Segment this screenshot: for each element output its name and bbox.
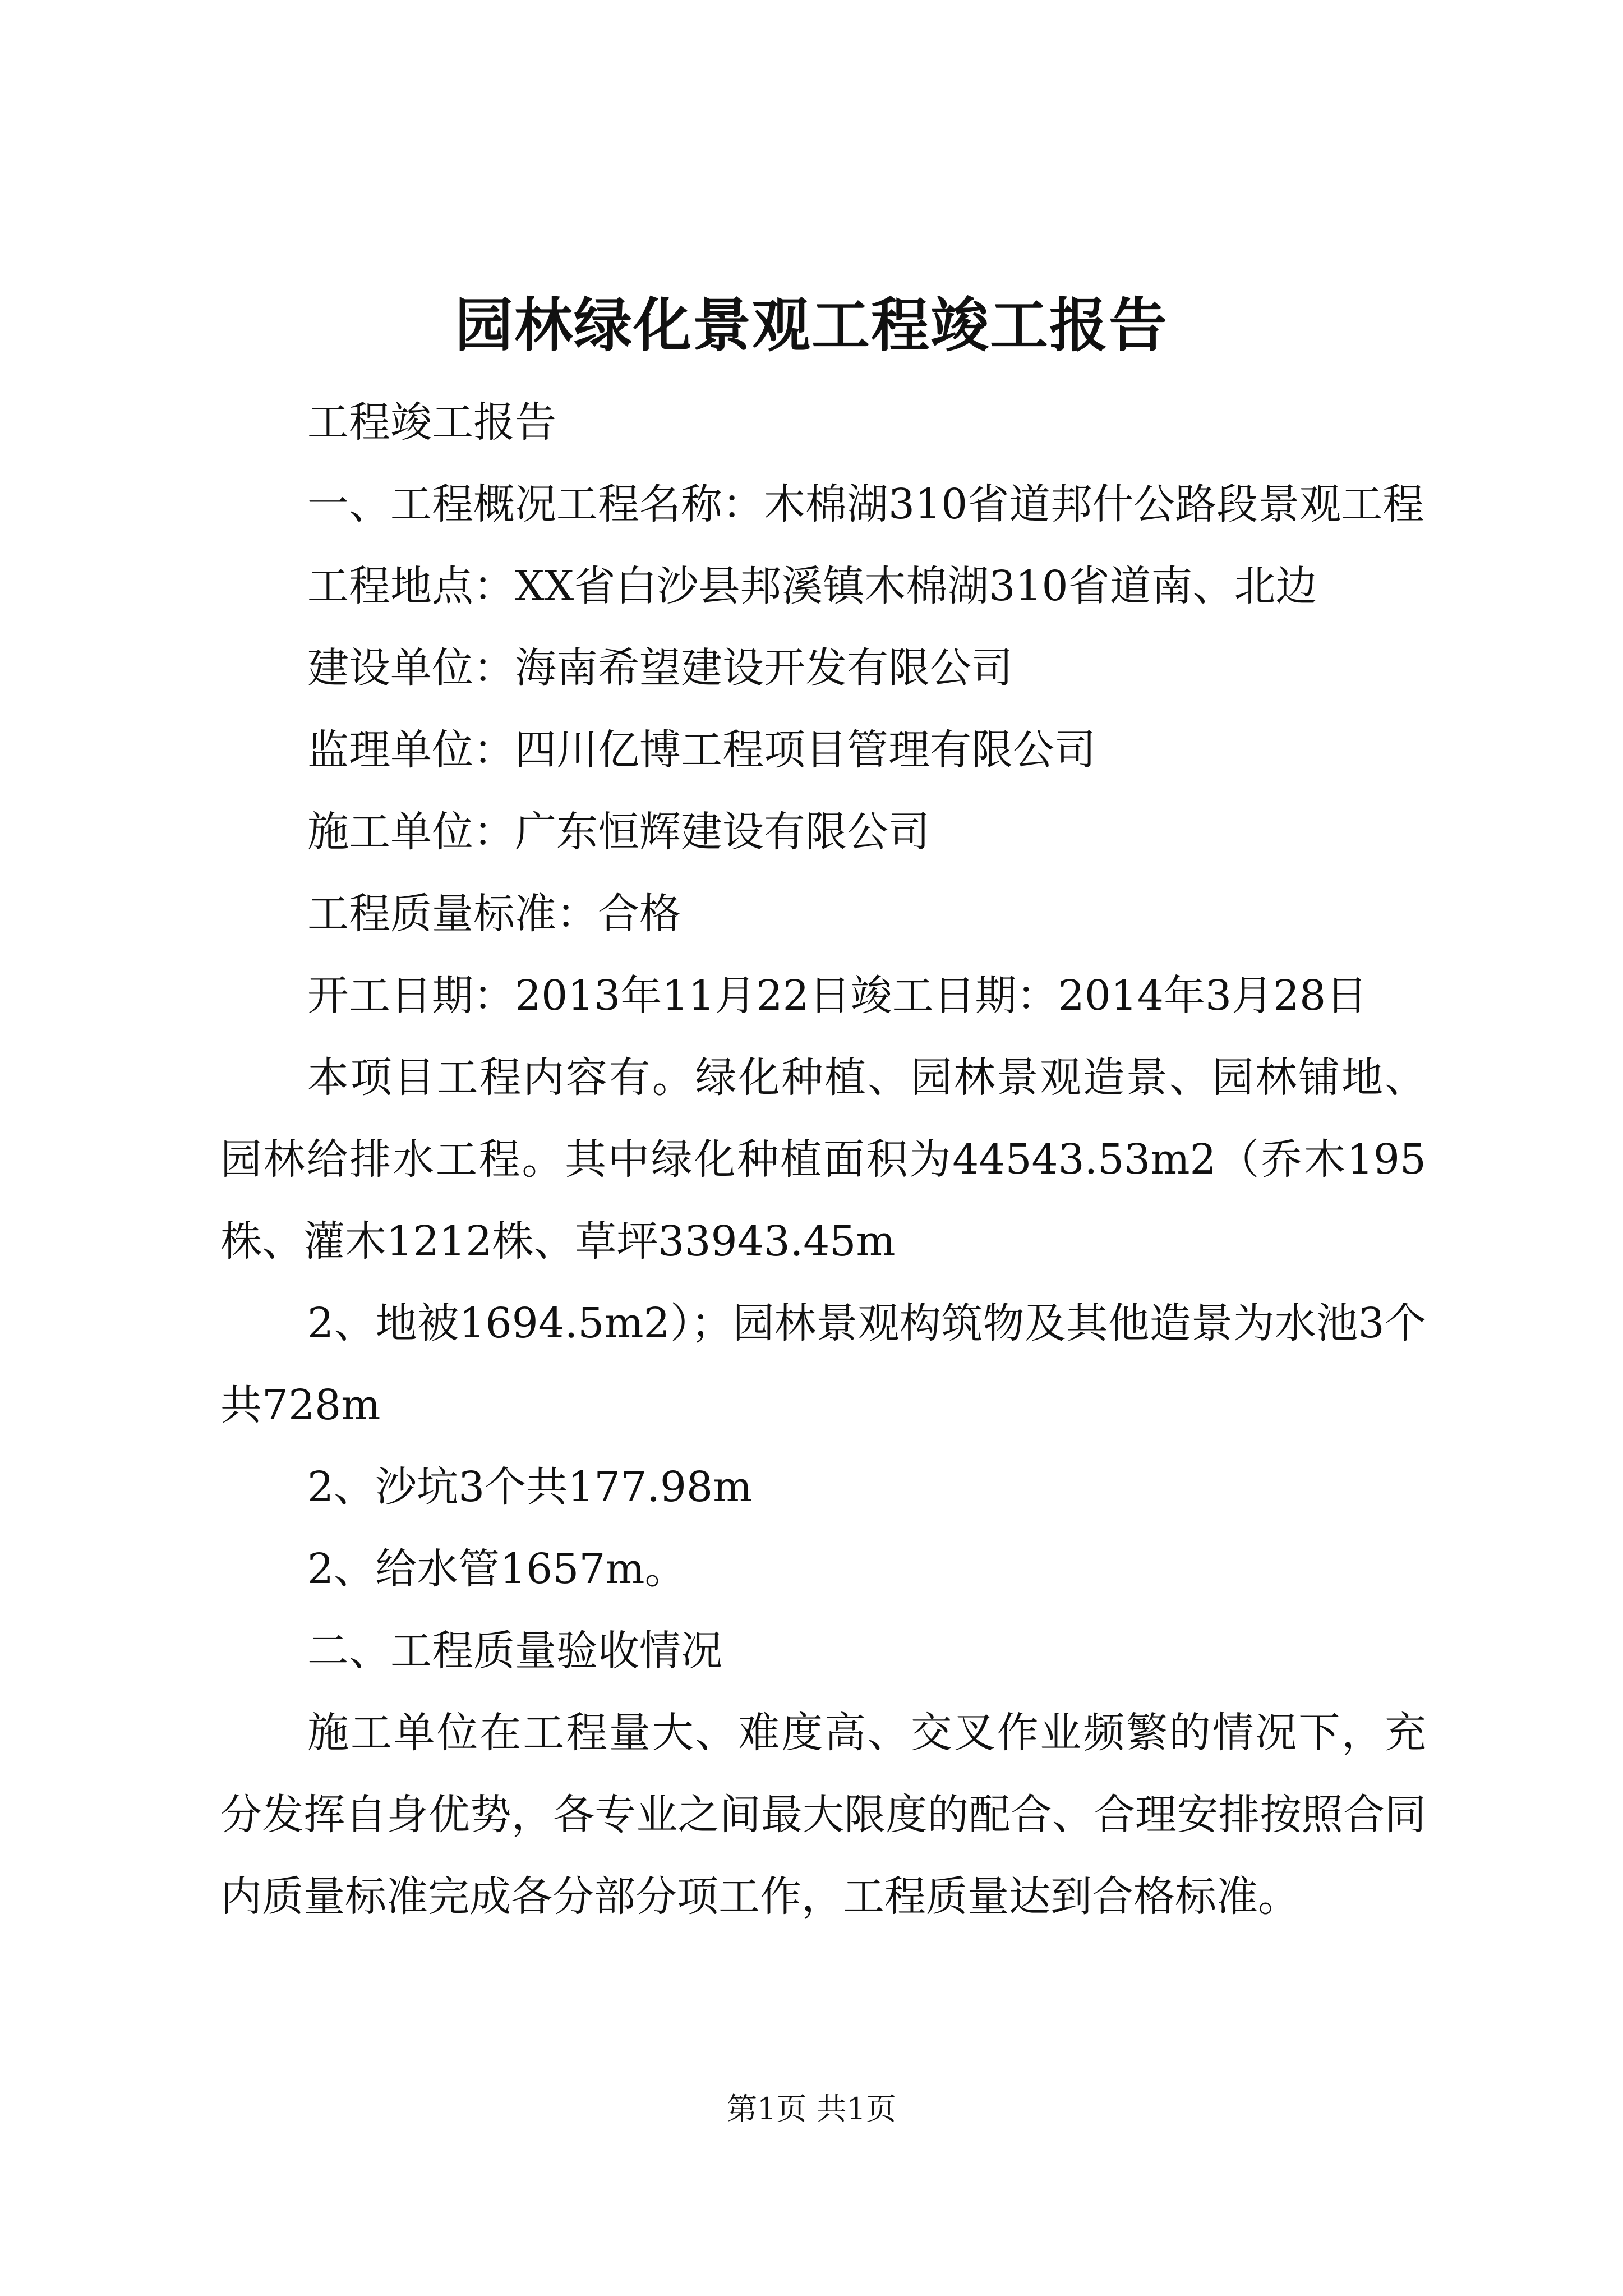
document-title: 园林绿化景观工程竣工报告 [454, 291, 1168, 360]
paragraph-quality-summary: 施工单位在工程量大、难度高、交叉作业频繁的情况下，充分发挥自身优势，各专业之间最大限度的配合、合理安排按照合同内质量标准完成各分部分项工作，工程质量达到合格标准。 [220, 1709, 1426, 1921]
page-number: 第1页 共1页 [727, 2091, 896, 2127]
paragraph-project-location: 工程地点：XX省白沙县邦溪镇木棉湖310省道南、北边 [307, 562, 1317, 610]
paragraph-project-name: 一、工程概况工程名称：木棉湖310省道邦什公路段景观工程 [307, 480, 1424, 528]
paragraph-supervision-unit: 监理单位：四川亿博工程项目管理有限公司 [307, 726, 1096, 774]
paragraph-sandpits: 2、沙坑3个共177.98m [307, 1463, 753, 1511]
paragraph-report-heading: 工程竣工报告 [307, 398, 556, 447]
paragraph-section-quality-acceptance: 二、工程质量验收情况 [307, 1627, 722, 1675]
paragraph-dates: 开工日期：2013年11月22日竣工日期：2014年3月28日 [307, 972, 1368, 1020]
paragraph-ground-cover: 2、地被1694.5m2）；园林景观构筑物及其他造景为水池3个共728m [220, 1299, 1426, 1429]
paragraph-project-content: 本项目工程内容有。绿化种植、园林景观造景、园林铺地、园林给排水工程。其中绿化种植面积为44543.53m2（乔木195株、灌木1212株、草坪33943.45m [220, 1053, 1426, 1266]
paragraph-quality-standard: 工程质量标准：合格 [307, 890, 681, 938]
paragraph-construction-owner: 建设单位：海南希望建设开发有限公司 [307, 644, 1013, 692]
paragraph-water-pipe: 2、给水管1657m。 [307, 1545, 686, 1593]
document-body [220, 381, 1426, 1938]
paragraph-contractor: 施工单位：广东恒辉建设有限公司 [307, 808, 930, 856]
